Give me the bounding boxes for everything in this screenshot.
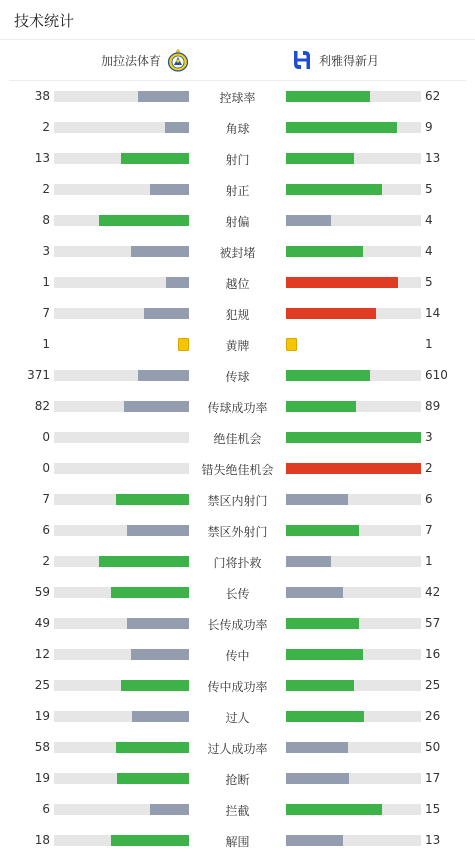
home-team-name: 加拉法体育 [100, 53, 161, 68]
home-stat-bar-track [54, 308, 189, 319]
stat-row [0, 577, 475, 608]
home-stat-value: 8 [42, 213, 50, 227]
stat-label: 过人 [225, 711, 250, 725]
away-stat-value: 16 [425, 647, 441, 661]
away-stat-bar-track [286, 835, 421, 846]
stats-header [0, 0, 475, 40]
stat-label: 长传 [225, 587, 250, 601]
stat-label: 抢断 [225, 773, 250, 787]
stat-label: 长传成功率 [207, 618, 268, 632]
home-stat-bar-fill [131, 246, 189, 257]
home-stat-value: 2 [42, 182, 50, 196]
stat-label: 黄牌 [225, 339, 250, 353]
away-stat-value: 17 [425, 771, 441, 785]
home-stat-bar-track [54, 463, 189, 474]
away-stat-value: 6 [425, 492, 433, 506]
away-stat-bar-track [286, 215, 421, 226]
stat-row [0, 639, 475, 670]
away-stat-bar-track [286, 401, 421, 412]
home-stat-bar-fill [150, 804, 189, 815]
away-stat-bar-fill [286, 308, 376, 319]
home-stat-bar-track [54, 618, 189, 629]
home-stat-bar-fill [116, 742, 189, 753]
stat-label: 绝佳机会 [213, 432, 262, 446]
stat-row [0, 360, 475, 391]
home-stat-bar-track [54, 153, 189, 164]
away-stat-value: 62 [425, 89, 441, 103]
al-gharafa-crest-icon [167, 48, 189, 72]
away-stat-value: 26 [425, 709, 441, 723]
home-stat-bar-fill [131, 649, 189, 660]
stat-label: 拦截 [225, 804, 250, 818]
home-stat-bar-track [54, 277, 189, 288]
away-stat-bar-fill [286, 649, 363, 660]
away-stat-bar-track [286, 618, 421, 629]
stat-row [0, 298, 475, 329]
home-stat-bar-track [54, 370, 189, 381]
home-stat-bar-fill [111, 587, 189, 598]
home-stat-bar-track [54, 401, 189, 412]
away-stat-value: 1 [425, 337, 433, 351]
stat-row [0, 174, 475, 205]
home-stat-bar-track [54, 835, 189, 846]
stat-label: 射偏 [225, 215, 250, 229]
home-stat-bar-fill [99, 215, 189, 226]
home-stat-bar-fill [127, 618, 189, 629]
away-team[interactable] [291, 48, 379, 72]
away-stat-value: 610 [425, 368, 448, 382]
stat-row [0, 391, 475, 422]
home-stat-bar-track [54, 122, 189, 133]
away-stat-bar-fill [286, 804, 382, 815]
away-stat-bar-track [286, 91, 421, 102]
home-stat-bar-track [54, 587, 189, 598]
away-stat-bar-fill [286, 556, 331, 567]
stat-label: 射门 [225, 153, 250, 167]
away-stat-bar-fill [286, 370, 370, 381]
home-stat-bar-fill [116, 494, 189, 505]
home-stat-bar-fill [166, 277, 189, 288]
home-stat-bar-track [54, 215, 189, 226]
away-stat-value: 9 [425, 120, 433, 134]
home-stat-value: 1 [42, 275, 50, 289]
stat-row [0, 205, 475, 236]
away-stat-bar-track [286, 649, 421, 660]
away-stat-bar-fill [286, 525, 359, 536]
home-stat-bar-track [54, 246, 189, 257]
home-stat-value: 13 [34, 151, 50, 165]
stat-row [0, 546, 475, 577]
stat-label: 越位 [225, 277, 250, 291]
stat-row [0, 825, 475, 856]
page-title: 技术统计 [14, 12, 75, 30]
home-stat-bar-track [54, 556, 189, 567]
home-stat-value: 7 [42, 306, 50, 320]
teams-row [9, 40, 466, 81]
home-team[interactable] [101, 48, 189, 72]
home-stat-bar-track [54, 184, 189, 195]
away-stat-value: 4 [425, 244, 433, 258]
home-stat-value: 12 [34, 647, 50, 661]
away-stat-bar-fill [286, 835, 343, 846]
home-stat-bar-track [54, 494, 189, 505]
stat-row [0, 236, 475, 267]
away-stat-bar-fill [286, 184, 382, 195]
away-stat-bar-track [286, 122, 421, 133]
home-stat-bar-fill [117, 773, 189, 784]
away-stat-bar-track [286, 680, 421, 691]
home-stat-value: 2 [42, 554, 50, 568]
away-stat-bar-track [286, 370, 421, 381]
home-stat-bar-fill [165, 122, 189, 133]
home-stat-value: 0 [42, 430, 50, 444]
away-stat-value: 1 [425, 554, 433, 568]
away-stat-value: 42 [425, 585, 441, 599]
stat-label: 角球 [225, 122, 250, 136]
away-stat-bar-track [286, 525, 421, 536]
away-stat-value: 25 [425, 678, 441, 692]
stat-row [0, 112, 475, 143]
home-stat-bar-fill [127, 525, 189, 536]
stat-row [0, 763, 475, 794]
home-stat-bar-fill [121, 153, 189, 164]
stat-row [0, 670, 475, 701]
away-stat-bar-fill [286, 215, 331, 226]
stat-label: 射正 [225, 184, 250, 198]
home-stat-value: 0 [42, 461, 50, 475]
away-stat-bar-fill [286, 277, 398, 288]
home-stat-bar-fill [111, 835, 189, 846]
home-stat-value: 3 [42, 244, 50, 258]
away-stat-bar-fill [286, 401, 356, 412]
away-stat-bar-track [286, 432, 421, 443]
home-stat-value: 58 [34, 740, 50, 754]
home-stat-bar-fill [99, 556, 189, 567]
stat-label: 传中 [225, 649, 250, 663]
stat-row [0, 329, 475, 360]
away-stat-value: 5 [425, 182, 433, 196]
stat-row [0, 484, 475, 515]
home-stat-bar-track [54, 773, 189, 784]
away-stat-bar-fill [286, 122, 397, 133]
home-stat-value: 19 [34, 771, 50, 785]
home-stat-bar-fill [124, 401, 189, 412]
away-stat-bar-fill [286, 618, 359, 629]
away-stat-value: 15 [425, 802, 441, 816]
away-stat-bar-track [286, 246, 421, 257]
stat-label: 被封堵 [219, 246, 256, 260]
away-stat-bar-track [286, 587, 421, 598]
stat-label: 传球 [225, 370, 250, 384]
away-stat-bar-track [286, 184, 421, 195]
away-stat-value: 5 [425, 275, 433, 289]
home-stat-bar-track [54, 91, 189, 102]
away-stat-value: 7 [425, 523, 433, 537]
away-stat-bar-track [286, 153, 421, 164]
away-stat-value: 13 [425, 151, 441, 165]
home-stat-value: 25 [34, 678, 50, 692]
stat-label: 禁区外射门 [207, 525, 268, 539]
stat-row [0, 267, 475, 298]
away-stat-bar-fill [286, 742, 348, 753]
away-stat-bar-fill [286, 773, 349, 784]
away-stat-bar-fill [286, 711, 364, 722]
away-stat-bar-fill [286, 494, 348, 505]
home-stat-bar-fill [132, 711, 189, 722]
stat-row [0, 453, 475, 484]
home-stat-value: 49 [34, 616, 50, 630]
home-stat-value: 6 [42, 802, 50, 816]
stat-row [0, 794, 475, 825]
home-stat-bar-track [54, 804, 189, 815]
home-stat-value: 59 [34, 585, 50, 599]
away-stat-value: 50 [425, 740, 441, 754]
home-stat-bar-fill [150, 184, 189, 195]
away-stat-value: 57 [425, 616, 441, 630]
away-stat-value: 2 [425, 461, 433, 475]
stats-list [0, 81, 475, 856]
away-stat-bar-track [286, 463, 421, 474]
stat-label: 门将扑救 [213, 556, 262, 570]
away-stat-bar-track [286, 556, 421, 567]
away-stat-bar-track [286, 742, 421, 753]
away-stat-bar-track [286, 711, 421, 722]
away-stat-bar-fill [286, 246, 363, 257]
stat-label: 过人成功率 [207, 742, 268, 756]
stat-row [0, 422, 475, 453]
stat-label: 错失绝佳机会 [201, 463, 274, 477]
stat-label: 传球成功率 [207, 401, 268, 415]
stat-row [0, 701, 475, 732]
home-stat-value: 6 [42, 523, 50, 537]
home-stat-bar-track [54, 432, 189, 443]
stat-row [0, 81, 475, 112]
away-stat-value: 13 [425, 833, 441, 847]
home-stat-value: 1 [42, 337, 50, 351]
away-stat-bar-fill [286, 432, 421, 443]
stat-label: 禁区内射门 [207, 494, 268, 508]
away-stat-bar-fill [286, 680, 354, 691]
away-stat-value: 89 [425, 399, 441, 413]
stat-label: 传中成功率 [207, 680, 268, 694]
away-stat-bar-fill [286, 463, 421, 474]
home-stat-value: 38 [34, 89, 50, 103]
away-stat-bar-fill [286, 91, 370, 102]
home-stat-bar-fill [121, 680, 189, 691]
away-stat-bar-track [286, 494, 421, 505]
stat-label: 犯规 [225, 308, 250, 322]
away-team-name: 利雅得新月 [319, 53, 380, 68]
home-stat-bar-track [54, 680, 189, 691]
stat-label: 解围 [225, 835, 250, 849]
home-stat-value: 19 [34, 709, 50, 723]
home-stat-value: 18 [34, 833, 50, 847]
al-hilal-crest-icon [291, 48, 313, 72]
away-stat-value: 3 [425, 430, 433, 444]
stat-row [0, 143, 475, 174]
home-stat-bar-fill [144, 308, 189, 319]
away-stat-bar-track [286, 773, 421, 784]
stat-row [0, 608, 475, 639]
home-stat-value: 2 [42, 120, 50, 134]
home-stat-bar-track [54, 649, 189, 660]
home-stat-bar-track [54, 525, 189, 536]
yellow-card-icon [286, 338, 297, 351]
home-stat-bar-track [54, 742, 189, 753]
away-stat-bar-track [286, 804, 421, 815]
away-stat-value: 4 [425, 213, 433, 227]
away-stat-bar-track [286, 308, 421, 319]
home-stat-value: 7 [42, 492, 50, 506]
home-stat-value: 371 [27, 368, 50, 382]
away-stat-bar-fill [286, 587, 343, 598]
stat-label: 控球率 [219, 91, 256, 105]
away-stat-bar-fill [286, 153, 354, 164]
home-stat-bar-track [54, 711, 189, 722]
away-stat-bar-track [286, 277, 421, 288]
away-stat-value: 14 [425, 306, 441, 320]
home-stat-value: 82 [34, 399, 50, 413]
stat-row [0, 515, 475, 546]
home-stat-bar-fill [138, 370, 189, 381]
yellow-card-icon [178, 338, 189, 351]
home-stat-bar-fill [138, 91, 189, 102]
stat-row [0, 732, 475, 763]
